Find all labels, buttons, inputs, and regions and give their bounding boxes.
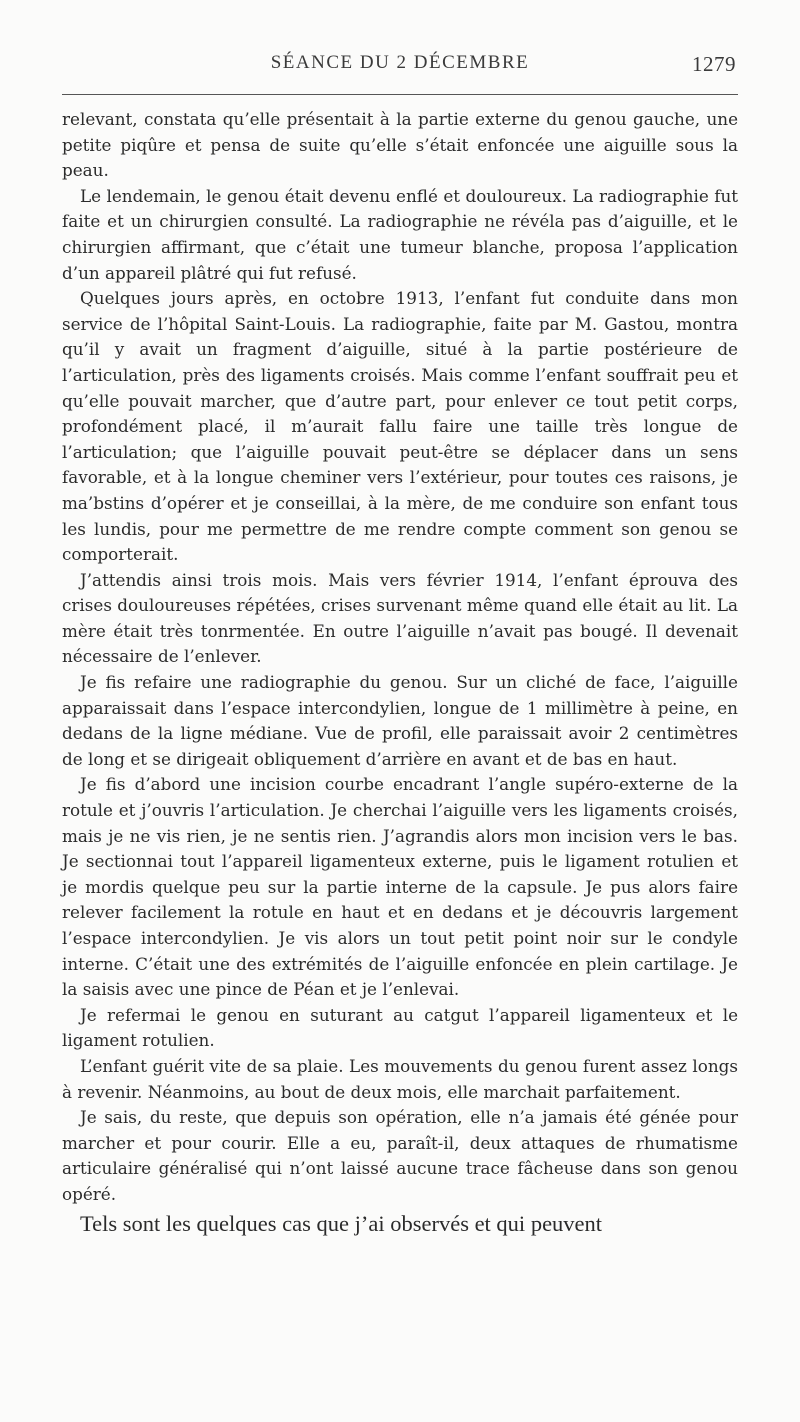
header-rule bbox=[62, 94, 738, 95]
paragraph: Je refermai le genou en suturant au catgut l’appareil ligamenteux et le ligament rotulien. bbox=[62, 1004, 738, 1051]
closing-line: Tels sont les quelques cas que j’ai observés et qui peuvent bbox=[80, 1210, 603, 1236]
paragraph: Je fis refaire une radiographie du genou. Sur un cliché de face, l’aiguille apparaissait dans l’espace intercondylien, longue de 1 millimètre à peine, en dedans de la ligne médiane. Vue de profil, elle paraissait avoir 2 centimètres de long et se dirigeait obliquement d’arrière en avant et de bas en haut. bbox=[62, 672, 738, 769]
running-header bbox=[62, 52, 738, 82]
running-title: SÉANCE DU 2 DÉCEMBRE bbox=[270, 52, 530, 73]
page-number: 1279 bbox=[692, 52, 736, 76]
paragraph: L’enfant guérit vite de sa plaie. Les mouvements du genou furent assez longs à revenir. Néanmoins, au bout de deux mois, elle marchait parfaitement. bbox=[62, 1055, 738, 1102]
paragraph: Je fis d’abord une incision courbe encadrant l’angle supéro-externe de la rotule et j’ouvris l’articulation. Je cherchai l’aiguille vers les ligaments croisés, mais je ne vis rien, je ne sentis rien. J’agrandis alors mon incision vers le bas. Je sectionnai tout l’appareil ligamenteux externe, puis le ligament rotulien et je mordis quelque peu sur la partie interne de la capsule. Je pus alors faire relever facilement la rotule en haut et en dedans et je découvris largement l’espace intercondylien. Je vis alors un tout petit point noir sur le condyle interne. C’était une des extrémités de l’aiguille enfoncée en plein cartilage. Je la saisis avec une pince de Péan et je l’enlevai. bbox=[62, 774, 738, 1000]
body-text bbox=[62, 107, 738, 1238]
paragraph: Le lendemain, le genou était devenu enflé et douloureux. La radiographie fut faite et un chirurgien consulté. La radiographie ne révéla pas d’aiguille, et le chirurgien affirmant, que c’était une tumeur blanche, proposa l’application d’un appareil plâtré qui fut refusé. bbox=[62, 185, 738, 283]
paragraph: relevant, constata qu’elle présentait à la partie externe du genou gauche, une petite piqûre et pensa de suite qu’elle s’était enfoncée une aiguille sous la peau. bbox=[62, 109, 738, 181]
paragraph: J’attendis ainsi trois mois. Mais vers février 1914, l’enfant éprouva des crises douloureuses répétées, crises survenant même quand elle était au lit. La mère était très tonrmentée. En outre l’aiguille n’avait pas bougé. Il devenait nécessaire de l’enlever. bbox=[62, 569, 738, 667]
paragraph: Je sais, du reste, que depuis son opération, elle n’a jamais été génée pour marcher et pour courir. Elle a eu, paraît-il, deux attaques de rhumatisme articulaire généralisé qui n’ont laissé aucune trace fâcheuse dans son genou opéré. bbox=[62, 1107, 738, 1204]
paragraph: Quelques jours après, en octobre 1913, l’enfant fut conduite dans mon service de l’hôpital Saint-Louis. La radiographie, faite par M. Gastou, montra qu’il y avait un fragment d’aiguille, situé à la partie postérieure de l’articulation, près des ligaments croisés. Mais comme l’enfant souffrait peu et qu’elle pouvait marcher, que d’autre part, pour enlever ce tout petit corps, profondément placé, il m’aurait fallu faire une taille très longue de l’articulation; que l’aiguille pouvait peut-être se déplacer dans un sens favorable, et à la longue cheminer vers l’extérieur, pour toutes ces raisons, je ma’bstins d’opérer et je conseillai, à la mère, de me conduire son enfant tous les lundis, pour me permettre de me rendre compte comment son genou se comporterait. bbox=[62, 288, 738, 565]
